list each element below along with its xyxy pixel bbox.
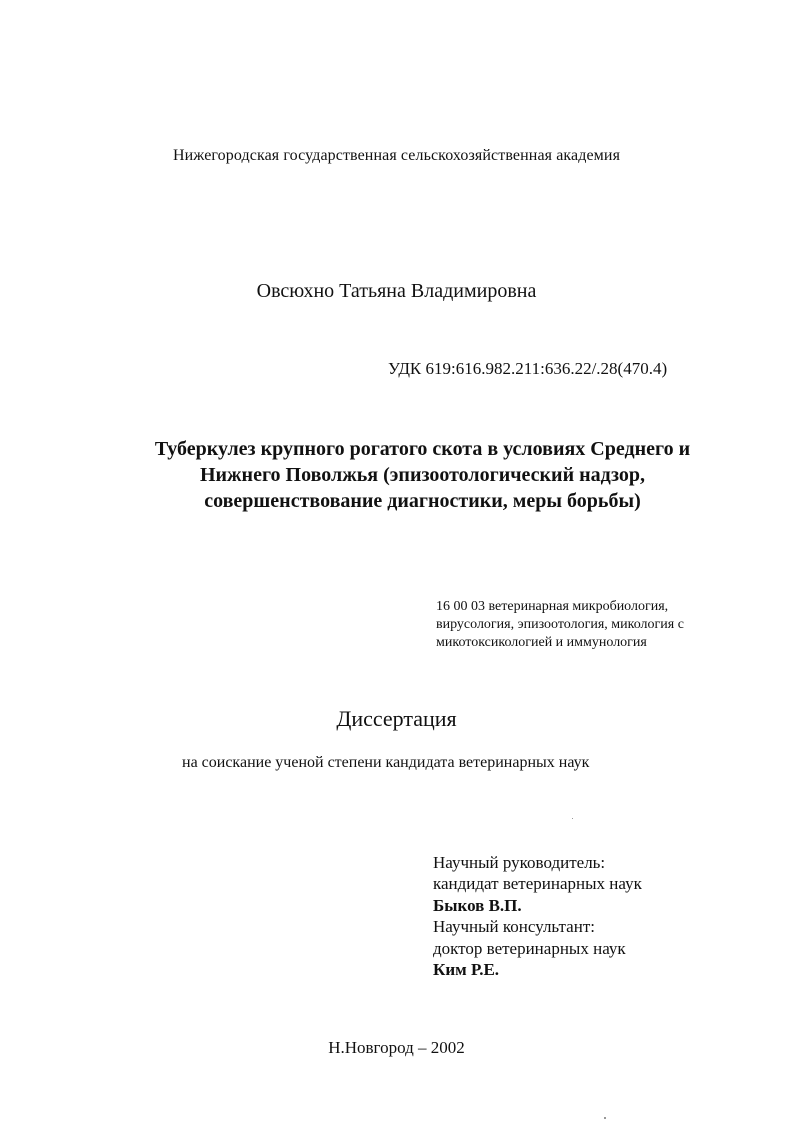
specialty-line: микотоксикологией и иммунология xyxy=(436,635,647,650)
supervisor-title: кандидат ветеринарных наук xyxy=(433,874,642,894)
document-type: Диссертация xyxy=(336,706,457,731)
author-name: Овсюхно Татьяна Владимировна xyxy=(256,280,537,302)
specialty-line: вирусология, эпизоотология, микология с xyxy=(436,617,684,632)
title-line: Нижнего Поволжья (эпизоотологический надзор, xyxy=(199,464,646,486)
scan-speck xyxy=(604,1117,606,1119)
supervisor-name: Быков В.П. xyxy=(433,895,522,915)
city-year: Н.Новгород – 2002 xyxy=(328,1038,465,1057)
consultant-role: Научный консультант: xyxy=(433,917,595,937)
title-line: совершенствование диагностики, меры борьбы) xyxy=(204,490,641,512)
consultant-name: Ким Р.Е. xyxy=(433,960,500,980)
institution-name: Нижегородская государственная сельскохозяйственная академия xyxy=(172,147,621,164)
udc-code: УДК 619:616.982.211:636.22/.28(470.4) xyxy=(388,359,668,378)
dissertation-title xyxy=(0,436,793,514)
degree-statement: на соискание ученой степени кандидата ветеринарных наук xyxy=(182,754,590,771)
specialty-code xyxy=(436,598,684,652)
scan-speck xyxy=(572,818,573,819)
supervisor-role: Научный руководитель: xyxy=(433,853,606,872)
title-line: Туберкулез крупного рогатого скота в условиях Среднего и xyxy=(154,438,691,460)
specialty-line: 16 00 03 ветеринарная микробиология, xyxy=(436,599,669,614)
consultant-title: доктор ветеринарных наук xyxy=(433,938,626,958)
supervisors-block xyxy=(433,852,642,980)
